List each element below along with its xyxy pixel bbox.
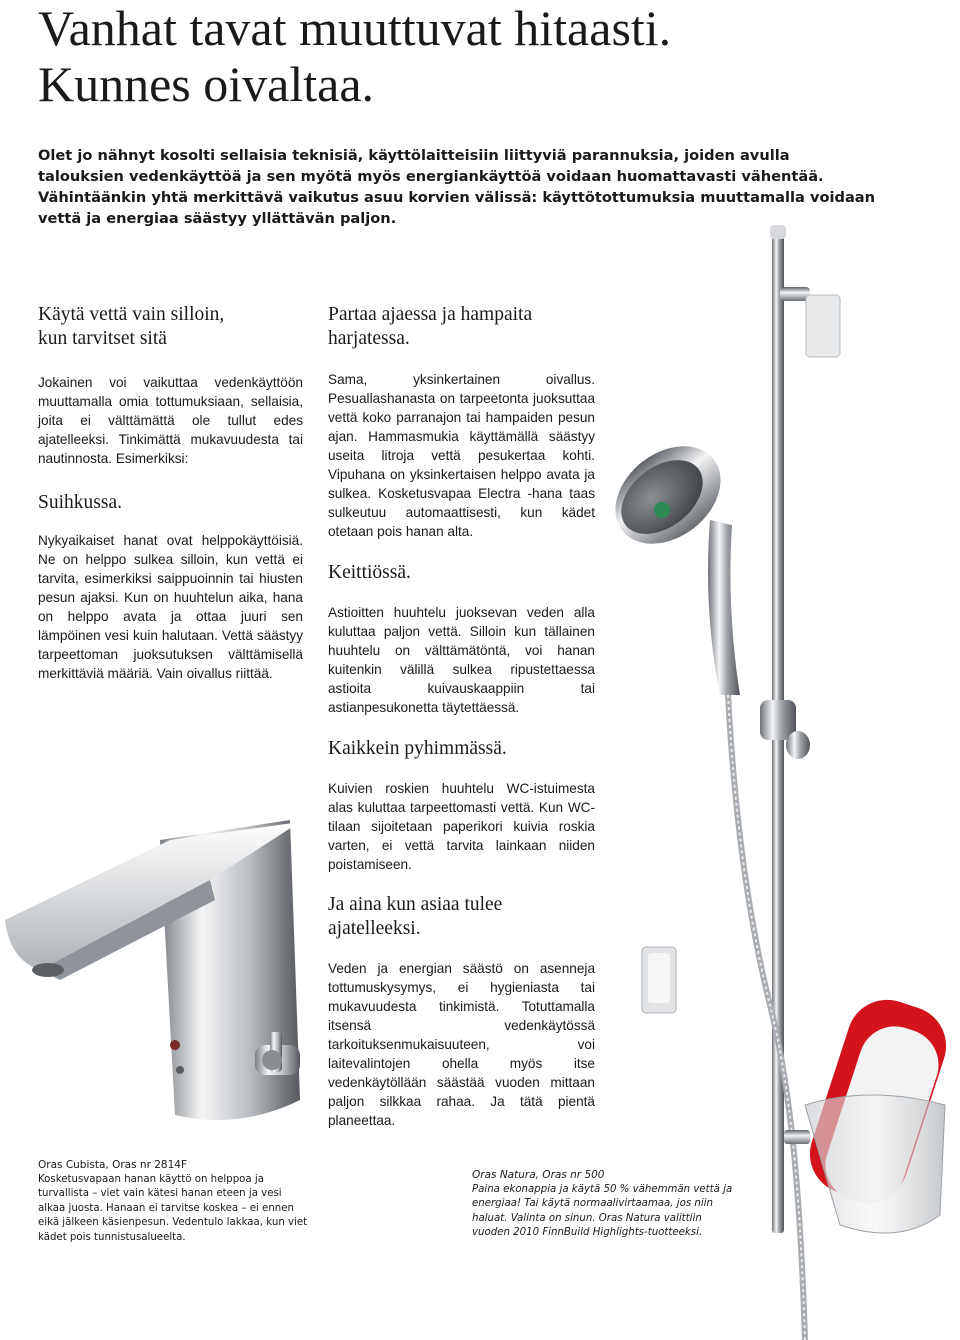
caption-cubista <box>38 1158 308 1245</box>
section-heading-kitchen: Keittiössä. <box>328 562 411 583</box>
page-headline <box>38 0 938 112</box>
headline-line-2: Kunnes oivaltaa. <box>38 56 375 112</box>
basin-faucet-image <box>0 800 310 1150</box>
section-text-shower: Nykyaikaiset hanat ovat helppokäyttöisiä. Ne on helppo sulkea silloin, kun vettä ei tarvita, esimerkiksi saippuoinnin tai hiusten pesun ajaksi. Kun on huuhtelun aika, hana on helppo avata ja ottaa juuri sen lämpöinen vesi kuin halutaan. Vettä säästyy tarpeettoman juoksutuksen välttämisellä merkittäviä määriä. Vain oivallus riittää. <box>38 533 303 681</box>
section-text-shaving: Sama, yksinkertainen oivallus. Pesuallashanasta on tarpeetonta juoksuttaa vettä koko parranajon tai hampaiden pesun ajan. Hammasmukia käyttämällä säästyy useita litroja vettä pesukertaa kohti. Vipuhana on yksinkertaisen helppo avata ja sulkea. Kosketusvapaa Electra -hana taas sulkeutuu automaattisesti, kun kädet otetaan pois hanan alta. <box>328 372 595 539</box>
left-column <box>38 303 303 683</box>
section-text-wc: Kuivien roskien huuhtelu WC-istuimesta alas kuluttaa tarpeettomasti vettä. Kun WC-tilaan sijoitetaan paperikori kuivia roskia varten, ei vettä tarvita lainkaan niiden poistamiseen. <box>328 781 595 872</box>
headline-line-1: Vanhat tavat muuttuvat hitaasti. <box>38 0 672 56</box>
caption-natura <box>472 1168 740 1241</box>
caption-cubista-title: Oras Cubista, Oras nr 2814F <box>38 1159 187 1171</box>
caption-natura-text: Paina ekonappia ja käytä 50 % vähemmän vettä ja energiaa! Tai käytä normaalivirtaamaa, jos niin haluat. Valinta on sinun. Oras Natura valittiin vuoden 2010 FinnBuild Highlights-tuotteeksi. <box>472 1183 733 1238</box>
caption-cubista-text: Kosketusvapaan hanan käyttö on helppoa ja turvallista – viet vain kätesi hanan eteen ja vesi alkaa juosta. Hanaan ei tarvitse koskea – ei ennen eikä jälkeen käsienpesun. Vedentulo lakkaa, kun viet kädet pois tunnistusalueelta. <box>38 1173 308 1243</box>
intro-paragraph: Olet jo nähnyt kosolti sellaisia teknisiä, käyttölaitteisiin liittyviä parannuksia, joiden avulla talouksien vedenkäyttöä ja sen myötä myös energiankäyttöä voidaan huomattavasti vähentää. Vähintäänkin yhtä merkittävä vaikutus asuu korvien välissä: käyttötottumuksia muuttamalla voidaan vettä ja energiaa säästyy yllättävän paljon. <box>38 147 876 227</box>
section-heading-wc: Kaikkein pyhimmässä. <box>328 738 507 759</box>
section-heading-water-use: Käytä vettä vain silloin, kun tarvitset sitä <box>38 304 225 349</box>
section-heading-shower: Suihkussa. <box>38 492 122 513</box>
section-text-always: Veden ja energian säästö on asenneja tottumuskysymys, ei hygieniasta tai mukavuudesta tinkimistä. Totuttamalla itsensä vedenkäytössä tarkoituksenmukaisuuteen, voi laitevalintojen ohella myös itse vedenkäytöllään säästää vuoden mittaan paljon silkkaa rahaa. Ja tätä pientä planeettaa. <box>328 961 595 1128</box>
section-text-water-use: Jokainen voi vaikuttaa vedenkäyttöön muuttamalla omia tottumuksiaan, sellaisia, joita ei välttämättä ole tullut edes ajatelleeksi. Tinkimättä mukavuudesta tai nautinnosta. Esimerkiksi: <box>38 375 303 466</box>
caption-natura-title: Oras Natura, Oras nr 500 <box>472 1169 605 1181</box>
right-column <box>328 303 595 1130</box>
section-heading-shaving: Partaa ajaessa ja hampaita harjatessa. <box>328 304 533 349</box>
section-text-kitchen: Astioitten huuhtelu juoksevan veden alla kuluttaa paljon vettä. Silloin kun tällainen huuhtelu on välttämätöntä, voi hanan kuitenkin välillä sulkea ripustettaessa astioita kuivauskaappiin tai astianpesukonetta täytettäessä. <box>328 605 595 715</box>
section-heading-always: Ja aina kun asiaa tulee ajatelleeksi. <box>328 894 503 939</box>
